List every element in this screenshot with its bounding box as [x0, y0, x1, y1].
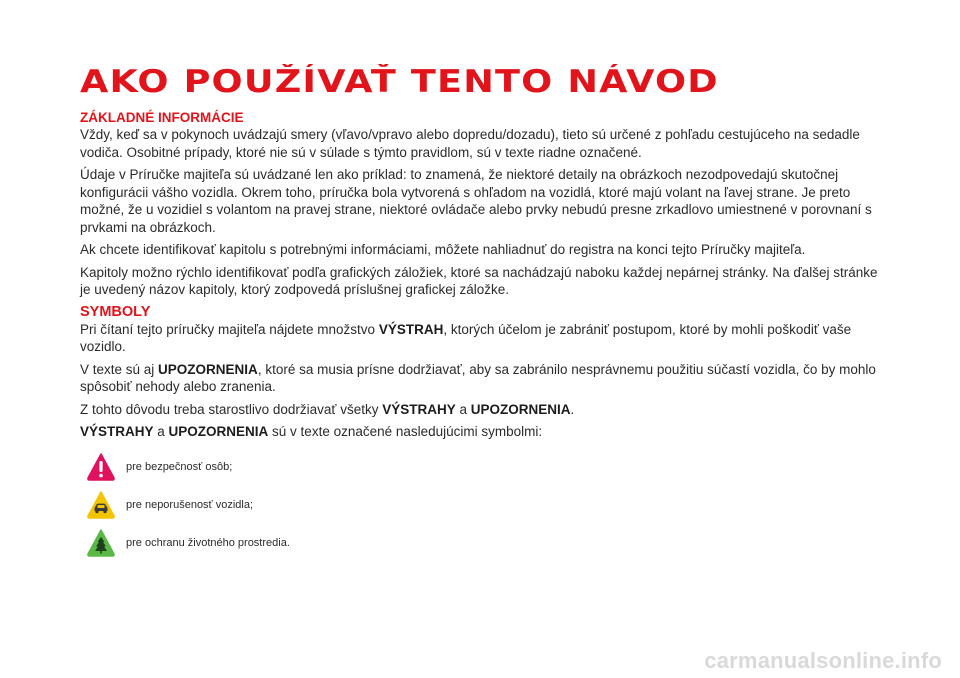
- symbol-label-person-safety: pre bezpečnosť osôb;: [126, 460, 233, 473]
- symbols-heading: SYMBOLY: [80, 303, 151, 320]
- bold-notices-term: UPOZORNENIA: [470, 401, 571, 417]
- symbols-paragraph-4: [80, 423, 880, 441]
- person-safety-warning-icon: [86, 452, 116, 482]
- symbol-row-vehicle-integrity: [86, 487, 880, 523]
- text-span: a: [455, 401, 471, 417]
- bold-notices-term: UPOZORNENIA: [168, 424, 269, 439]
- basic-info-paragraph-2: Údaje v Príručke majiteľa sú uvádzané len ako príklad: to znamená, že niektoré detaily na obrázkoch nezodpovedajú skutočnej konfigurácii vášho vozidla. Okrem toho, príručka bola vytvorená s ohľadom na vozidlá, ktoré majú volant na ľavej strane. Je preto možné, že u vozidiel s volantom na pravej strane, niektoré ovládače alebo prvky nebudú presne zrkadlovo umiestnené v porovnaní s prvkami na obrázkoch.: [80, 167, 872, 235]
- bold-warnings-term: VÝSTRAHY: [382, 401, 456, 417]
- basic-info-paragraph-1: Vždy, keď sa v pokynoch uvádzajú smery (vľavo/vpravo alebo dopredu/dozadu), tieto sú určené z pohľadu cestujúceho na sedadle vodiča. Osobitné prípady, ktoré nie sú v súlade s týmto pravidlom, sú v texte riadne označené.: [80, 127, 860, 160]
- symbols-list: [86, 449, 880, 561]
- symbols-paragraph-1: [80, 321, 880, 356]
- bold-warnings-term: VÝSTRAH: [378, 321, 444, 337]
- vehicle-integrity-warning-icon: [86, 490, 116, 520]
- text-span: V texte sú aj: [80, 361, 159, 377]
- environment-protection-icon: [86, 528, 116, 558]
- basic-info-paragraph-4: Kapitoly možno rýchlo identifikovať podľa grafických záložiek, ktoré sa nachádzajú naboku každej nepárnej stránky. Na ďalšej stránke je uvedený názov kapitoly, ktorý zodpovedá príslušnej grafickej záložke.: [80, 264, 878, 297]
- text-span: sú v texte označené nasledujúcimi symbolmi:: [268, 424, 543, 439]
- text-span: , ktorých účelom je zabrániť postupom, ktoré by mohli poškodiť vaše vozidlo.: [80, 321, 852, 354]
- basic-info-paragraph-3: Ak chcete identifikovať kapitolu s potrebnými informáciami, môžete nahliadnuť do registra na konci tejto Príručky majiteľa.: [80, 242, 806, 257]
- text-span: Pri čítaní tejto príručky majiteľa nájdete množstvo: [80, 321, 379, 337]
- symbol-label-vehicle-integrity: pre neporušenosť vozidla;: [126, 498, 254, 511]
- text-span: , ktoré sa musia prísne dodržiavať, aby sa zabránilo nesprávnemu použitiu súčastí vozidla, čo by mohlo spôsobiť nehody alebo zranenia.: [80, 361, 876, 394]
- page-title: AKO POUŽÍVAŤ TENTO NÁVOD: [80, 64, 719, 100]
- bold-warnings-term: VÝSTRAHY: [80, 424, 154, 439]
- text-span: a: [153, 424, 169, 439]
- text-span: Z tohto dôvodu treba starostlivo dodržiavať všetky: [80, 401, 383, 417]
- symbol-label-environment: pre ochranu životného prostredia.: [126, 536, 290, 549]
- symbols-paragraph-2: [80, 361, 880, 396]
- basic-info-heading: ZÁKLADNÉ INFORMÁCIE: [80, 110, 244, 125]
- manual-page: [80, 62, 880, 563]
- text-span: .: [570, 401, 575, 417]
- symbol-row-person-safety: [86, 449, 880, 485]
- symbols-paragraph-3: [80, 401, 880, 419]
- watermark: carmanualsonline.info: [704, 648, 942, 673]
- symbol-row-environment: [86, 525, 880, 561]
- bold-notices-term: UPOZORNENIA: [158, 361, 258, 377]
